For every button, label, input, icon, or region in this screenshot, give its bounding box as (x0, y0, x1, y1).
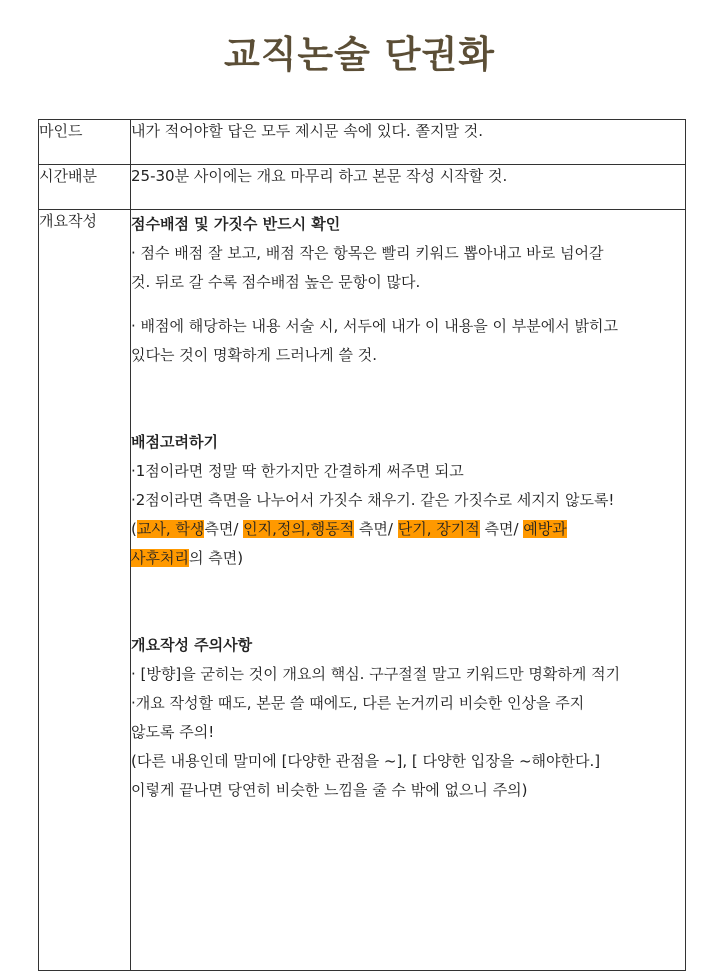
notes-table (38, 119, 686, 971)
text-fragment: 의 측면) (188, 549, 244, 567)
text-line: 않도록 주의! (131, 723, 215, 741)
text-line: · [방향]을 굳히는 것이 개요의 핵심. 구구절절 말고 키워드만 명확하게 적기 (131, 665, 621, 683)
table-row (39, 120, 686, 165)
text-line: (다른 내용인데 말미에 [다양한 관점을 ~], [ 다양한 입장을 ~해야한다.] (131, 752, 601, 770)
text-fragment: 측면/ (204, 520, 244, 538)
table-row (39, 165, 686, 210)
row-content-mind: 내가 적어야할 답은 모두 제시문 속에 있다. 쫄지말 것. (131, 120, 686, 165)
section-heading-score: 점수배점 및 가짓수 반드시 확인 (131, 215, 341, 233)
highlight-text: 단기, 장기적 (397, 520, 480, 538)
row-content-time: 25-30분 사이에는 개요 마무리 하고 본문 작성 시작할 것. (131, 165, 686, 210)
row-label-mind: 마인드 (39, 120, 131, 165)
highlight-text: 인지,정의,행동적 (243, 520, 355, 538)
highlighted-line (131, 544, 685, 573)
section-heading-points: 배점고려하기 (131, 433, 218, 451)
text-line: 것. 뒤로 갈 수록 점수배점 높은 문항이 많다. (131, 273, 421, 291)
text-fragment: 측면/ (354, 520, 398, 538)
text-line: ·1점이라면 정말 딱 한가지만 간결하게 써주면 되고 (131, 462, 464, 480)
text-line: 이렇게 끝나면 당연히 비슷한 느낌을 줄 수 밖에 없으니 주의) (131, 781, 528, 799)
highlight-text: 교사, 학생 (136, 520, 205, 538)
highlighted-line (131, 515, 685, 544)
text-fragment: 측면/ (479, 520, 524, 538)
text-line: ·2점이라면 측면을 나누어서 가짓수 채우기. 같은 가짓수로 세지지 않도록! (131, 491, 615, 509)
row-content-outline (131, 210, 686, 971)
row-label-outline: 개요작성 (39, 210, 131, 971)
text-line: ·개요 작성할 때도, 본문 쓸 때에도, 다른 논거끼리 비슷한 인상을 주지 (131, 694, 585, 712)
table-row (39, 210, 686, 971)
text-line: · 점수 배점 잘 보고, 배점 작은 항목은 빨리 키워드 뽑아내고 바로 넘어갈 (131, 244, 604, 262)
text-line: · 배점에 해당하는 내용 서술 시, 서두에 내가 이 내용을 이 부분에서 밝히고 (131, 317, 618, 335)
highlight-text: 사후처리 (131, 549, 189, 567)
page-title: 교직논술 단권화 (223, 33, 496, 76)
section-heading-cautions: 개요작성 주의사항 (131, 636, 253, 654)
text-line: 있다는 것이 명확하게 드러나게 쓸 것. (131, 346, 377, 364)
highlight-text: 예방과 (523, 520, 567, 538)
text-fragment: ( (131, 520, 137, 538)
row-label-time: 시간배분 (39, 165, 131, 210)
